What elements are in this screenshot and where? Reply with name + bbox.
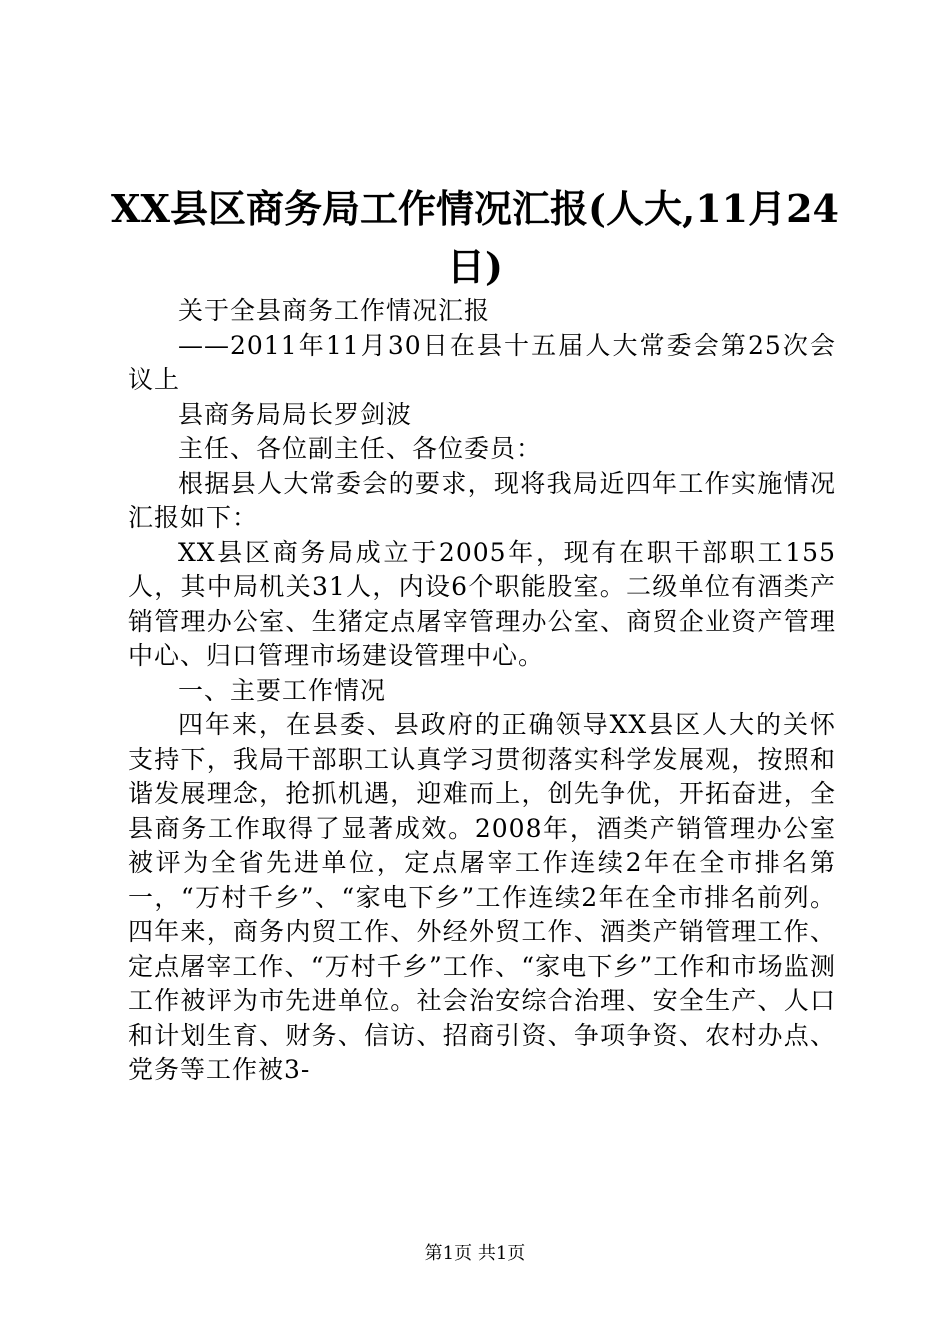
- salutation: 主任、各位副主任、各位委员：: [178, 434, 543, 463]
- work-summary-paragraph: 四年来，在县委、县政府的正确领导XX县区人大的关怀支持下，我局干部职工认真学习贯彻落实科学发展观，按照和谐发展理念，抢抓机遇，迎难而上，创先争优，开拓奋进，全县商务工作取得了显著成效。2008年，酒类产销管理办公室被评为全省先进单位，定点屠宰工作连续2年在全市排名第一，“万村千乡”、“家电下乡”工作连续2年在全市排名前列。四年来，商务内贸工作、外经外贸工作、酒类产销管理工作、定点屠宰工作、“万村千乡”工作、“家电下乡”工作和市场监测工作被评为市先进单位。社会治安综合治理、安全生产、人口和计划生育、财务、信访、招商引资、争项争资、农村办点、党务等工作被3-: [128, 710, 836, 1084]
- meeting-subtitle: ——2011年11月30日在县十五届人大常委会第25次会议上: [128, 330, 836, 394]
- intro-paragraph: 根据县人大常委会的要求，现将我局近四年工作实施情况汇报如下：: [128, 468, 836, 532]
- bureau-overview-paragraph: XX县区商务局成立于2005年，现有在职干部职工155人，其中局机关31人，内设6个职能股室。二级单位有酒类产销管理办公室、生猪定点屠宰管理办公室、商贸企业资产管理中心、归口管理市场建设管理中心。: [128, 537, 836, 670]
- speaker-line: 县商务局局长罗剑波: [178, 399, 413, 429]
- document-body: [128, 294, 836, 1088]
- page-footer: 第1页 共1页: [424, 1243, 526, 1264]
- document-title: XX县区商务局工作情况汇报(人大,11月24日): [111, 186, 839, 289]
- report-heading: 关于全县商务工作情况汇报: [178, 296, 491, 325]
- section-heading-main-work: 一、主要工作情况: [178, 675, 387, 705]
